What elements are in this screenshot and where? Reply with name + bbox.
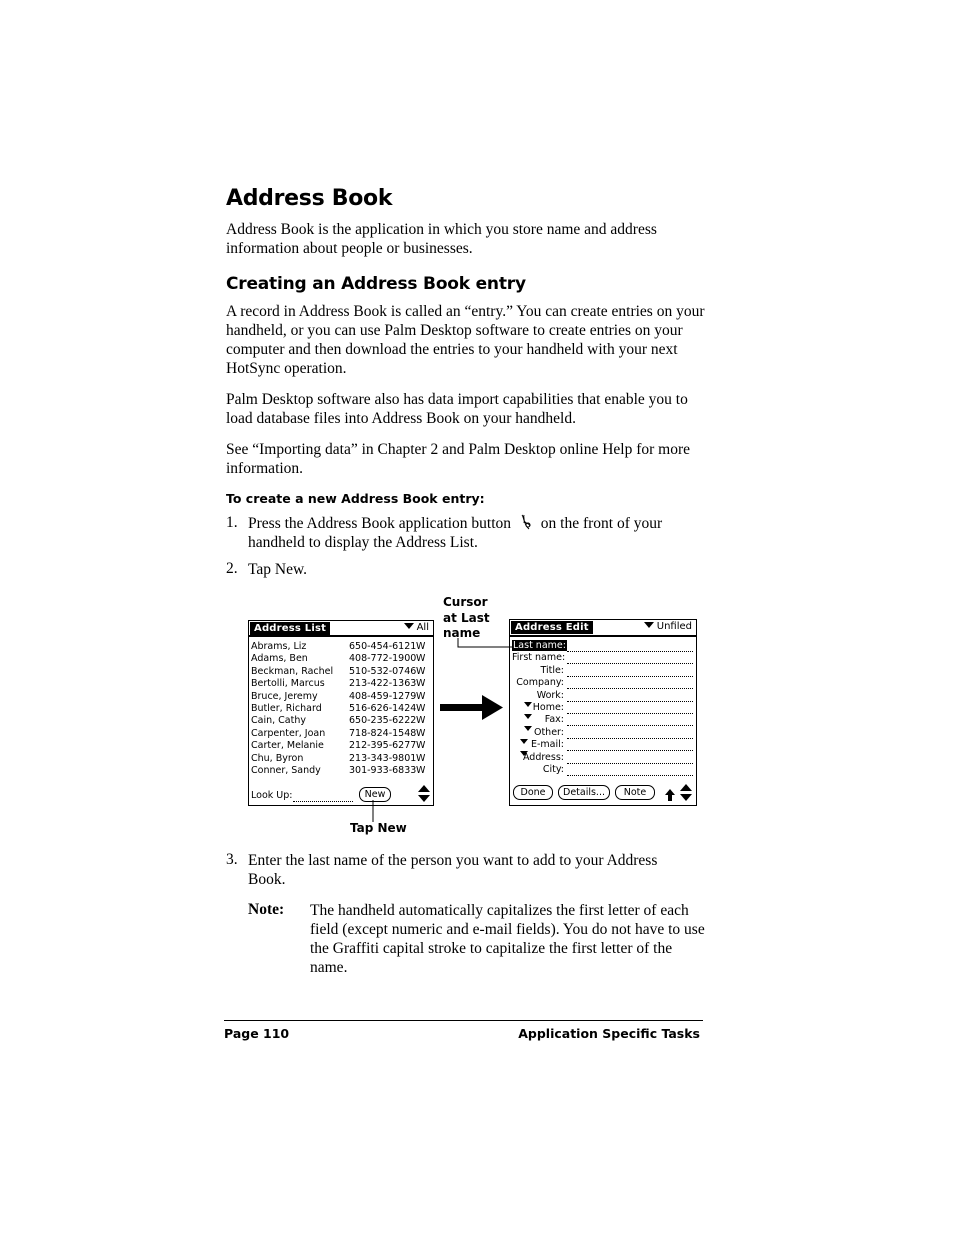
right-arrow-icon (440, 695, 504, 726)
footer-rule (224, 1020, 703, 1021)
field-label: City: (542, 764, 564, 775)
entry-phone-type: W (416, 665, 426, 677)
step-3-text: Enter the last name of the person you want to add to your Address Book. (248, 852, 658, 888)
entry-name: Carter, Melanie (251, 740, 324, 752)
category-label: All (416, 622, 429, 633)
step-1-text (248, 514, 708, 552)
scroll-arrows-icon[interactable] (679, 783, 693, 807)
edit-field-row (510, 677, 696, 689)
section-paragraph-3: See “Importing data” in Chapter 2 and Palm Desktop online Help for more information. (226, 441, 691, 477)
entry-phone-type: W (416, 703, 426, 714)
edit-field-row (510, 702, 696, 714)
address-list-title: Address List (250, 622, 330, 635)
footer-chapter-title: Application Specific Tasks (518, 1026, 700, 1041)
field-label: First name: (512, 652, 566, 664)
entry-name: Beckman, Rachel (251, 665, 334, 677)
address-edit-title: Address Edit (511, 621, 593, 634)
note-button[interactable]: Note (615, 785, 655, 800)
callout-cursor (443, 595, 490, 642)
step-3-number: 3. (226, 851, 238, 868)
callout-cursor-line-2: at Last (443, 610, 490, 625)
list-item[interactable] (249, 666, 433, 678)
address-list-screen (248, 620, 434, 806)
entry-phone-type: W (416, 727, 426, 739)
section-paragraph-1: A record in Address Book is called an “entry.” You can create entries on your handheld, or you can use Palm Desktop software to create entries on your computer and then download the entries to your handheld with your next HotSync operation. (226, 303, 705, 377)
new-button[interactable]: New (359, 787, 391, 802)
address-edit-screen (509, 619, 697, 806)
entry-name: Abrams, Liz (251, 641, 307, 652)
entry-phone: 650-454-6121 (349, 641, 417, 652)
field-input[interactable] (567, 775, 693, 776)
step-2-number: 2. (226, 560, 238, 577)
entry-phone: 718-824-1548 (349, 727, 417, 739)
dropdown-triangle-icon (644, 622, 654, 628)
lookup-input[interactable] (293, 801, 353, 802)
category-picker[interactable] (644, 621, 692, 632)
list-item[interactable] (249, 641, 433, 653)
callout-cursor-line-1: Cursor (443, 595, 488, 609)
entry-phone-type: W (416, 678, 426, 690)
page-title: Address Book (226, 186, 393, 211)
field-label[interactable]: Fax: (544, 714, 564, 726)
list-item[interactable] (249, 653, 433, 665)
list-item[interactable] (249, 765, 433, 777)
note-text: The handheld automatically capitalizes the first letter of each field (except numeric and e-mail fields). You do not have to use the Graffiti capital stroke to capitalize the first letter of the name. (310, 902, 705, 976)
field-label[interactable]: E-mail: (531, 739, 564, 751)
step-2-text: Tap New. (248, 561, 308, 578)
callout-cursor-line-3: name (443, 626, 481, 640)
entry-phone-type: W (416, 690, 426, 702)
entry-name: Conner, Sandy (251, 765, 321, 776)
entry-name: Carpenter, Joan (251, 727, 326, 739)
step-1-text-after: on the front of your handheld to display the Address List. (248, 515, 663, 551)
list-item[interactable] (249, 703, 433, 715)
section-title: Creating an Address Book entry (226, 274, 526, 294)
scroll-arrows-icon[interactable] (417, 784, 431, 808)
edit-field-row (510, 739, 696, 751)
entry-name: Chu, Byron (251, 752, 304, 764)
entry-name: Butler, Richard (251, 703, 322, 714)
shift-indicator-icon (664, 787, 676, 806)
entry-phone: 213-422-1363 (349, 678, 417, 690)
step-1-text-before: Press the Address Book application button (248, 515, 512, 532)
edit-field-row (510, 665, 696, 677)
entry-phone: 212-395-6277 (349, 740, 417, 752)
field-label: Address: (522, 751, 564, 763)
entry-phone-type: W (416, 641, 426, 652)
edit-field-row (510, 727, 696, 739)
list-item[interactable] (249, 715, 433, 727)
field-label: Company: (516, 677, 564, 689)
note-label: Note: (248, 901, 285, 918)
entry-name: Bruce, Jeremy (251, 690, 318, 702)
category-picker[interactable] (404, 622, 429, 633)
address-book-button-icon (518, 514, 534, 530)
entry-name: Bertolli, Marcus (251, 678, 325, 690)
procedure-title: To create a new Address Book entry: (226, 491, 485, 506)
list-item[interactable] (249, 678, 433, 690)
details-button[interactable]: Details... (558, 785, 610, 800)
entry-phone: 408-459-1279 (349, 690, 417, 702)
list-item[interactable] (249, 691, 433, 703)
list-item[interactable] (249, 728, 433, 740)
lookup-label: Look Up: (251, 790, 293, 801)
field-label[interactable]: Work: (536, 689, 564, 701)
list-item[interactable] (249, 740, 433, 752)
edit-field-row (510, 752, 696, 764)
title-underline (249, 635, 433, 637)
entry-phone-type: W (416, 740, 426, 752)
footer-page-number: Page 110 (224, 1026, 290, 1041)
field-label: Last name: (513, 640, 566, 651)
entry-phone: 213-343-9801 (349, 752, 417, 764)
edit-field-row (510, 652, 696, 664)
entry-phone-type: W (416, 752, 426, 764)
edit-field-row (510, 690, 696, 702)
entry-phone: 408-772-1900 (349, 653, 417, 665)
field-label[interactable]: Home: (532, 702, 564, 713)
entry-phone-type: W (416, 765, 426, 776)
title-underline (510, 635, 696, 637)
list-item[interactable] (249, 753, 433, 765)
edit-field-row (510, 764, 696, 776)
dropdown-triangle-icon (404, 623, 414, 629)
edit-field-row (510, 714, 696, 726)
category-label: Unfiled (656, 621, 692, 632)
entry-phone: 510-532-0746 (349, 665, 417, 677)
step-1-number: 1. (226, 514, 238, 531)
entry-name: Cain, Cathy (251, 715, 306, 727)
callout-tap-new: Tap New (350, 821, 407, 835)
section-paragraph-2: Palm Desktop software also has data import capabilities that enable you to load database files into Address Book on your handheld. (226, 391, 688, 427)
edit-field-row (510, 640, 696, 652)
intro-paragraph: Address Book is the application in which you store name and address information about people or businesses. (226, 221, 657, 257)
entry-phone: 650-235-6222 (349, 715, 417, 727)
entry-phone-type: W (416, 653, 426, 665)
entry-phone: 301-933-6833 (349, 765, 417, 776)
field-label: Title: (540, 664, 564, 676)
field-label[interactable]: Other: (533, 726, 564, 738)
entry-phone-type: W (416, 715, 426, 727)
entry-name: Adams, Ben (251, 653, 308, 665)
entry-phone: 516-626-1424 (349, 703, 417, 714)
done-button[interactable]: Done (513, 785, 553, 800)
